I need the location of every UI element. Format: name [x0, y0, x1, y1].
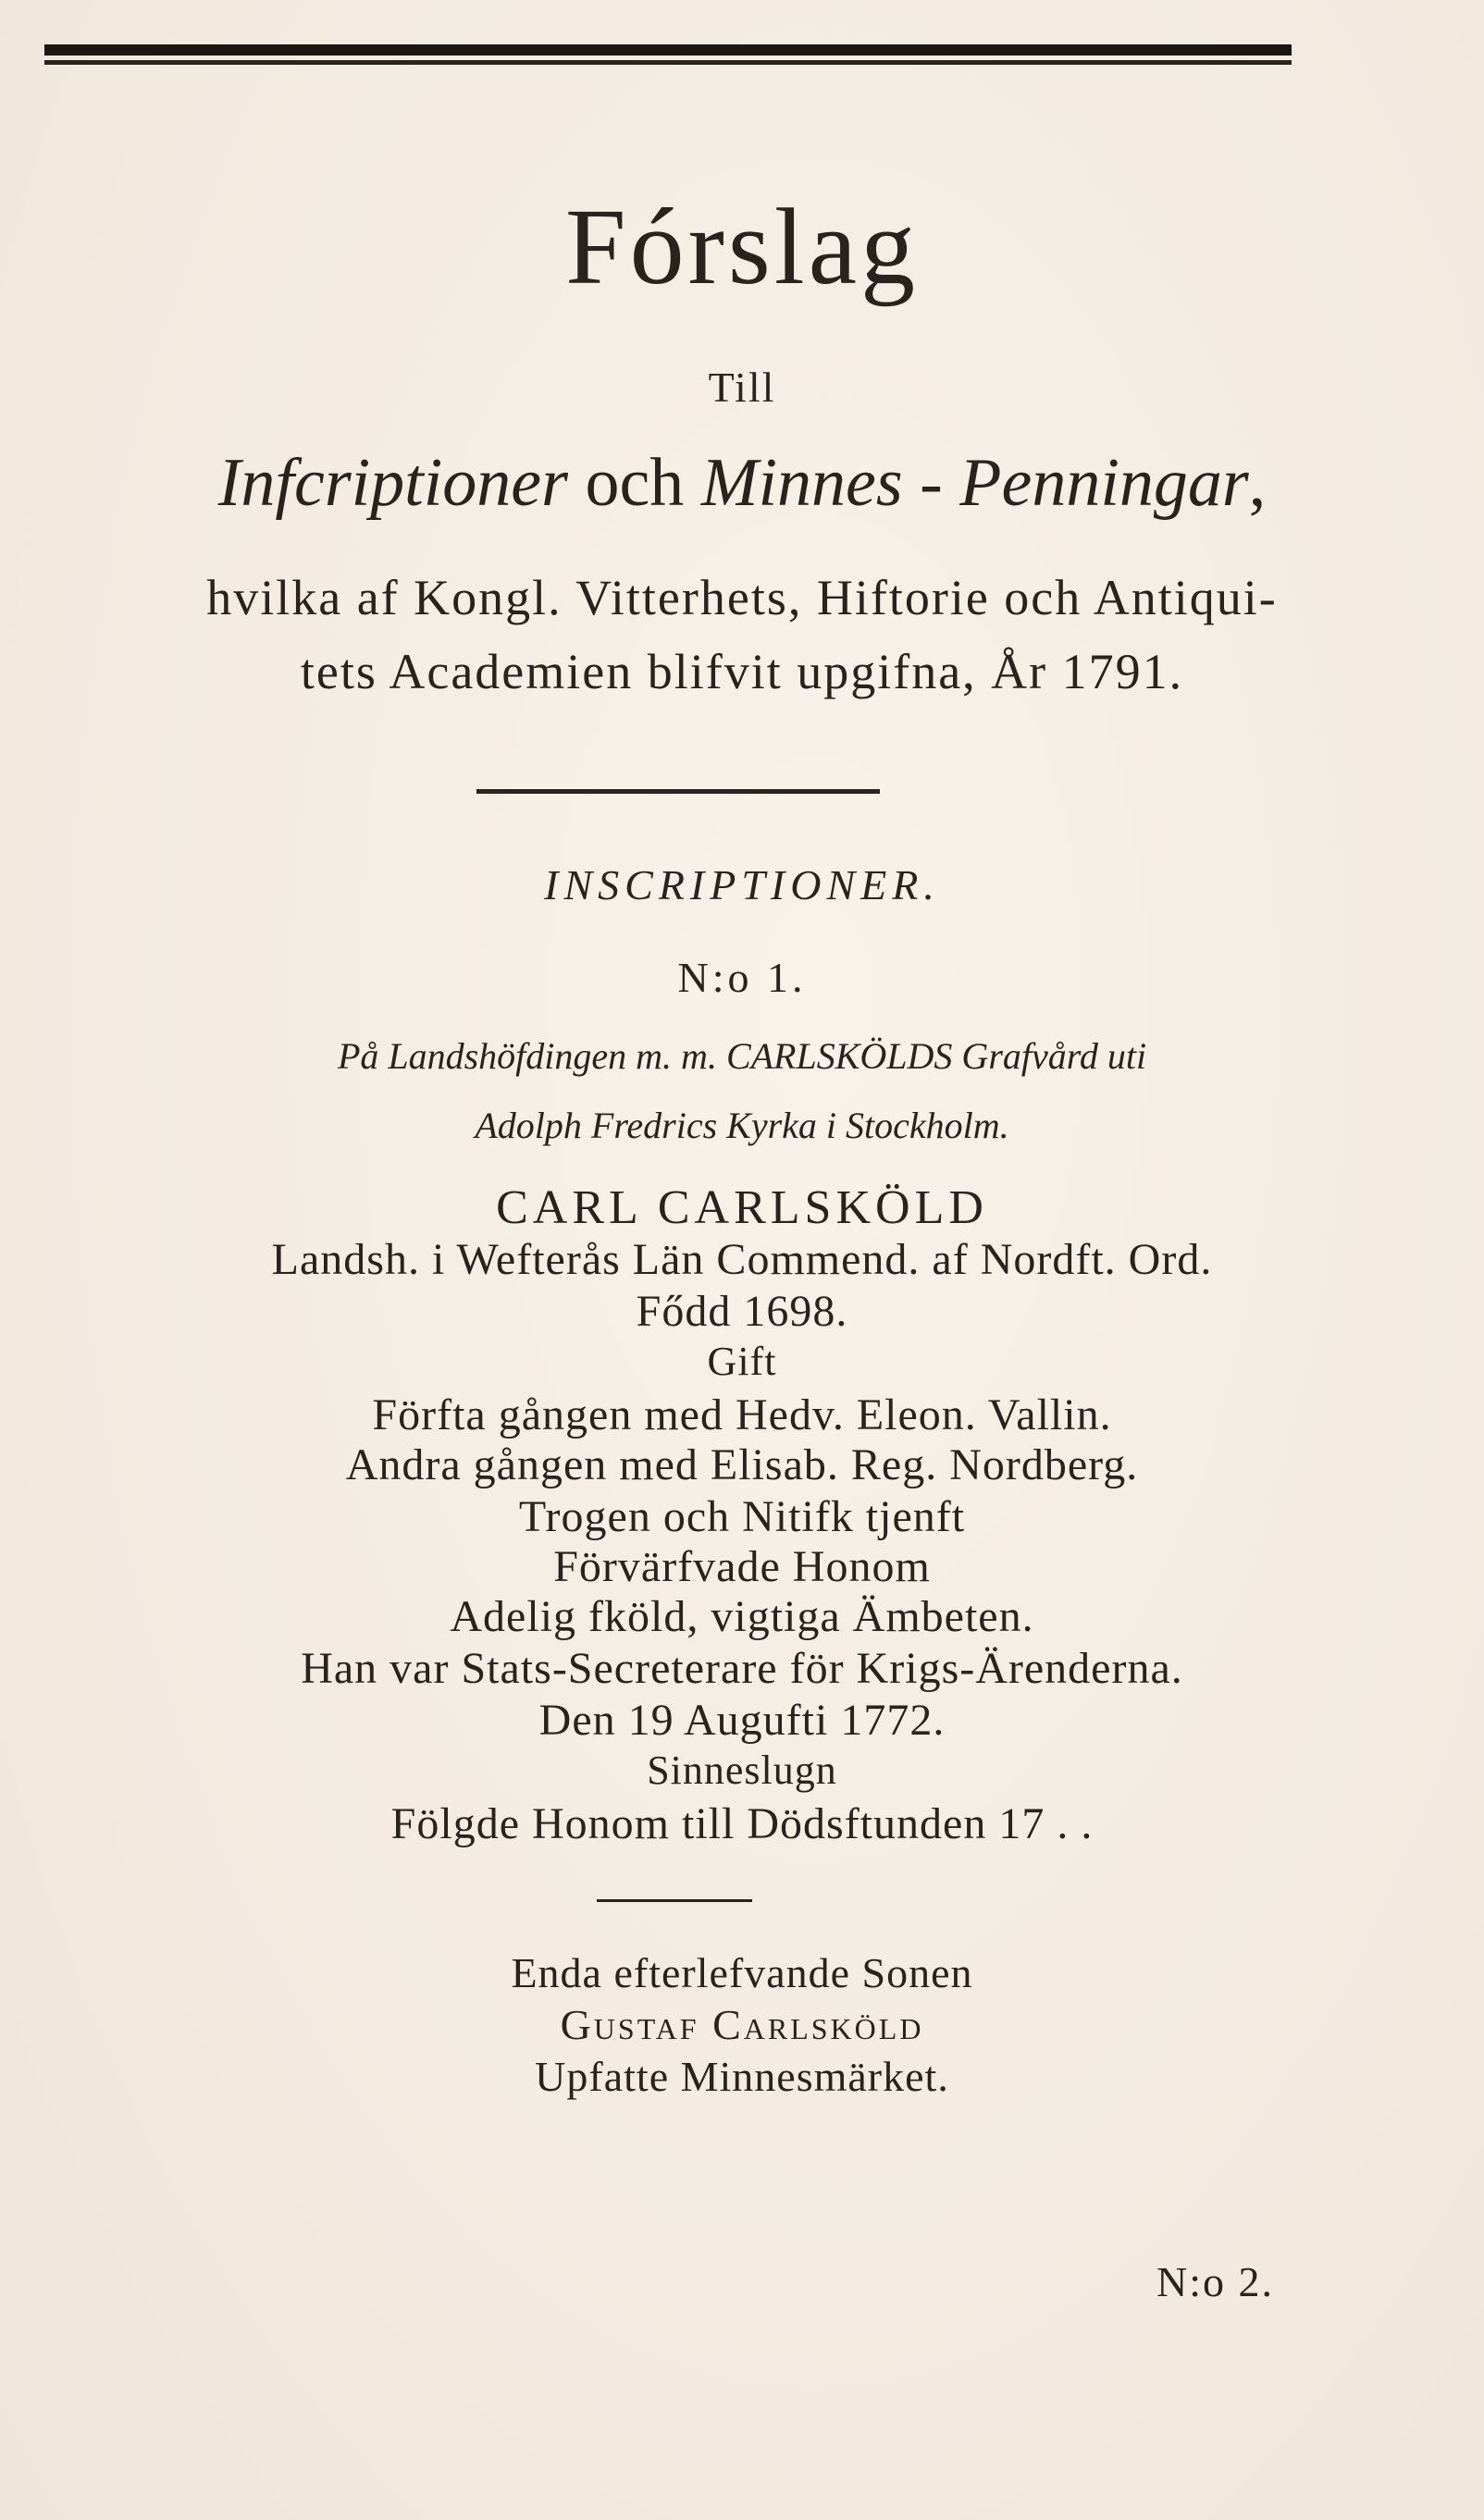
caption-line-1: På Landshöfdingen m. m. CARLSKÖLDS Grafvård uti	[337, 1035, 1147, 1077]
page-title: Fórslag	[565, 186, 919, 307]
closing-name: Gustaf Carlsköld	[560, 2001, 924, 2048]
inscription-line: Sinneslugn	[647, 1748, 837, 1793]
inscription-line: Trogen och Nitifk tjenft	[518, 1492, 966, 1541]
caption-line-2: Adolph Fredrics Kyrka i Stockholm.	[475, 1105, 1009, 1146]
inscription-line: Fölgde Honom till Dödsftunden 17 . .	[390, 1799, 1094, 1848]
top-double-rule	[44, 44, 1292, 65]
closing-line: Upfatte Minnesmärket.	[535, 2053, 949, 2100]
inscription-line: Förvärfvade Honom	[553, 1542, 931, 1591]
subtitle-part1: Infcriptioner	[217, 445, 568, 521]
description-line-2: tets Academien blifvit upgifna, År 1791.	[300, 644, 1184, 699]
till-line: Till	[708, 364, 776, 411]
inscription-name: CARL CARLSKÖLD	[496, 1181, 988, 1234]
subtitle-och: och	[585, 445, 685, 521]
catchword: N:o 2.	[1156, 2258, 1274, 2305]
inscription-line: Fődd 1698.	[636, 1287, 848, 1336]
inscription-line: Den 19 Augufti 1772.	[538, 1696, 946, 1745]
inscription-line: Adelig fköld, vigtiga Ämbeten.	[450, 1592, 1034, 1641]
closing-line: Enda efterlefvande Sonen	[511, 1949, 973, 1996]
section-number: N:o 1.	[677, 954, 807, 1001]
subtitle-end: ,	[1248, 445, 1267, 521]
inscription-line-text: Förfta gången med Hedv. Eleon. Vallin.	[372, 1390, 1112, 1439]
subtitle	[0, 446, 1484, 521]
closing-divider	[597, 1899, 752, 1902]
description-line-1: hvilka af Kongl. Vitterhets, Hiftorie och Antiqui-	[206, 570, 1278, 625]
inscription-line: Gift	[707, 1339, 777, 1384]
inscription-line	[0, 1390, 1484, 1439]
section-heading: INSCRIPTIONER.	[544, 861, 940, 908]
inscription-line: Han var Stats-Secreterare för Krigs-Ärenderna.	[301, 1644, 1183, 1693]
inscription-line: Landsh. i Wefterås Län Commend. af Nordft. Ord.	[271, 1235, 1213, 1284]
inscription-line: Andra gången med Elisab. Reg. Nordberg.	[345, 1440, 1139, 1489]
subtitle-part2: Minnes - Penningar	[700, 445, 1249, 521]
section-divider	[476, 789, 880, 794]
